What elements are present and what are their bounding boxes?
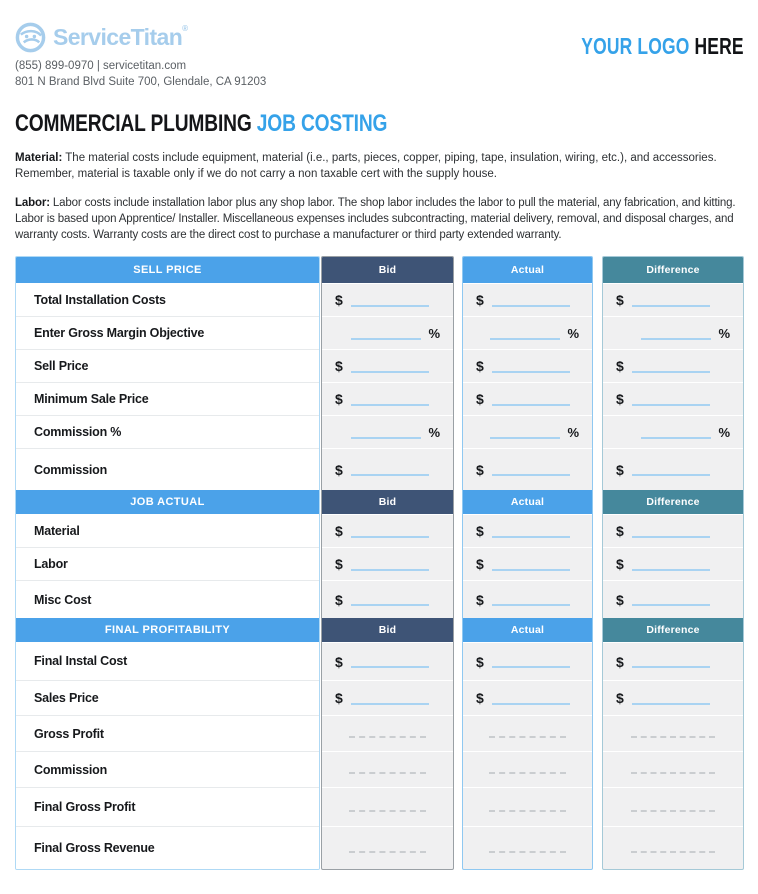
phone-website-line: (855) 899-0970 | servicetitan.com xyxy=(15,60,187,72)
bid-column-header: Bid xyxy=(322,618,453,642)
bid-amount-field[interactable] xyxy=(322,642,453,680)
section-header: FINAL PROFITABILITY xyxy=(16,618,319,642)
fill-in-line xyxy=(351,474,429,476)
difference-amount-field[interactable] xyxy=(603,382,743,415)
bid-amount-field[interactable] xyxy=(322,680,453,715)
percent-sign: % xyxy=(718,424,730,440)
dashed-placeholder xyxy=(349,810,427,812)
percent-sign: % xyxy=(567,325,579,341)
dollar-sign: $ xyxy=(476,461,484,478)
fill-in-line xyxy=(641,437,711,439)
dollar-sign: $ xyxy=(335,690,343,706)
fill-in-line xyxy=(490,437,560,439)
actual-amount-field[interactable] xyxy=(463,514,592,547)
bid-column xyxy=(321,256,454,870)
difference-amount-field[interactable] xyxy=(603,642,743,680)
dollar-sign: $ xyxy=(616,461,624,478)
difference-amount-field[interactable] xyxy=(603,547,743,580)
fill-in-line xyxy=(632,604,710,606)
fill-in-line xyxy=(492,604,570,606)
section-header: SELL PRICE xyxy=(16,257,319,283)
page-title xyxy=(15,110,598,138)
actual-column-header: Actual xyxy=(463,257,592,283)
actual-amount-field[interactable] xyxy=(463,580,592,618)
actual-amount-field[interactable] xyxy=(463,642,592,680)
material-lead: Material: xyxy=(15,152,63,164)
dashed-placeholder xyxy=(349,772,427,774)
difference-column-header: Difference xyxy=(603,257,743,283)
actual-column xyxy=(462,256,593,870)
actual-percent-field[interactable] xyxy=(463,415,592,448)
label-column xyxy=(15,256,320,870)
dollar-sign: $ xyxy=(476,556,484,572)
servicetitan-brand-block xyxy=(15,22,266,90)
bid-column-header: Bid xyxy=(322,257,453,283)
your-logo-text-blue: YOUR LOGO xyxy=(581,33,695,59)
row-label: Labor xyxy=(16,547,319,580)
actual-column-header: Actual xyxy=(463,618,592,642)
fill-in-line xyxy=(351,569,429,571)
difference-computed-field xyxy=(603,787,743,826)
dollar-sign: $ xyxy=(335,292,343,308)
fill-in-line xyxy=(351,536,429,538)
fill-in-line xyxy=(351,437,421,439)
percent-sign: % xyxy=(567,424,579,440)
dollar-sign: $ xyxy=(616,591,624,608)
fill-in-line xyxy=(492,474,570,476)
dashed-placeholder xyxy=(349,736,427,738)
dashed-placeholder xyxy=(349,851,427,853)
dollar-sign: $ xyxy=(476,591,484,608)
fill-in-line xyxy=(632,404,710,406)
actual-amount-field[interactable] xyxy=(463,547,592,580)
fill-in-line xyxy=(632,666,710,668)
material-text: The material costs include equipment, material (i.e., parts, pieces, copper, piping, tape, insulation, wiring, etc.), and accessories. Remember, material is taxable only if we do not carry a non taxable cert with the supply house. xyxy=(15,152,717,180)
bid-amount-field[interactable] xyxy=(322,580,453,618)
difference-amount-field[interactable] xyxy=(603,680,743,715)
bid-percent-field[interactable] xyxy=(322,316,453,349)
dollar-sign: $ xyxy=(335,523,343,539)
dollar-sign: $ xyxy=(476,523,484,539)
registered-mark: ® xyxy=(182,24,188,33)
row-label: Total Installation Costs xyxy=(16,283,319,316)
fill-in-line xyxy=(351,371,429,373)
your-logo-placeholder xyxy=(582,33,744,60)
bid-amount-field[interactable] xyxy=(322,547,453,580)
row-label: Commission % xyxy=(16,415,319,448)
fill-in-line xyxy=(351,604,429,606)
section-header: JOB ACTUAL xyxy=(16,490,319,514)
fill-in-line xyxy=(492,404,570,406)
fill-in-line xyxy=(351,404,429,406)
fill-in-line xyxy=(492,371,570,373)
fill-in-line xyxy=(632,703,710,705)
row-label: Commission xyxy=(16,448,319,490)
bid-amount-field[interactable] xyxy=(322,448,453,490)
costing-table xyxy=(15,256,744,870)
dollar-sign: $ xyxy=(335,653,343,670)
fill-in-line xyxy=(490,338,560,340)
actual-computed-field xyxy=(463,787,592,826)
row-label: Misc Cost xyxy=(16,580,319,618)
fill-in-line xyxy=(632,569,710,571)
bid-amount-field[interactable] xyxy=(322,382,453,415)
actual-amount-field[interactable] xyxy=(463,448,592,490)
difference-percent-field[interactable] xyxy=(603,316,743,349)
difference-percent-field[interactable] xyxy=(603,415,743,448)
row-label: Final Instal Cost xyxy=(16,642,319,680)
bid-percent-field[interactable] xyxy=(322,415,453,448)
difference-column-header: Difference xyxy=(603,618,743,642)
fill-in-line xyxy=(632,536,710,538)
labor-text: Labor costs include installation labor plus any shop labor. The shop labor includes the labor to pull the material, any fabrication, and kitting. Labor is based upon Apprentice/ Installer. Miscellaneous expenses includes subcontracting, material delivery, removal, and disposal charges, and warranty costs. Warranty costs are the direct cost to purchase a manufacturer or third party extended warranty. xyxy=(15,197,736,241)
dashed-placeholder xyxy=(631,736,715,738)
dollar-sign: $ xyxy=(616,653,624,670)
difference-amount-field[interactable] xyxy=(603,448,743,490)
row-label: Final Gross Profit xyxy=(16,787,319,826)
fill-in-line xyxy=(641,338,711,340)
dollar-sign: $ xyxy=(616,292,624,308)
actual-computed-field xyxy=(463,715,592,751)
actual-percent-field[interactable] xyxy=(463,316,592,349)
dollar-sign: $ xyxy=(335,556,343,572)
fill-in-line xyxy=(351,305,429,307)
difference-computed-field xyxy=(603,826,743,869)
actual-computed-field xyxy=(463,826,592,869)
percent-sign: % xyxy=(718,325,730,341)
actual-amount-field[interactable] xyxy=(463,680,592,715)
bid-computed-field xyxy=(322,787,453,826)
dollar-sign: $ xyxy=(476,292,484,308)
dashed-placeholder xyxy=(489,736,565,738)
actual-amount-field[interactable] xyxy=(463,283,592,316)
bid-amount-field[interactable] xyxy=(322,283,453,316)
dollar-sign: $ xyxy=(476,358,484,374)
dashed-placeholder xyxy=(489,810,565,812)
difference-computed-field xyxy=(603,751,743,787)
page-header xyxy=(15,22,744,90)
difference-amount-field[interactable] xyxy=(603,349,743,382)
difference-column-header: Difference xyxy=(603,490,743,514)
difference-column xyxy=(602,256,744,870)
dollar-sign: $ xyxy=(476,653,484,670)
actual-computed-field xyxy=(463,751,592,787)
dollar-sign: $ xyxy=(335,591,343,608)
fill-in-line xyxy=(492,536,570,538)
bid-computed-field xyxy=(322,715,453,751)
dollar-sign: $ xyxy=(335,461,343,478)
difference-amount-field[interactable] xyxy=(603,580,743,618)
row-label: Commission xyxy=(16,751,319,787)
fill-in-line xyxy=(351,338,421,340)
fill-in-line xyxy=(351,666,429,668)
dollar-sign: $ xyxy=(616,556,624,572)
bid-computed-field xyxy=(322,751,453,787)
percent-sign: % xyxy=(428,325,440,341)
dashed-placeholder xyxy=(631,772,715,774)
row-label: Final Gross Revenue xyxy=(16,826,319,869)
material-description xyxy=(15,150,744,182)
fill-in-line xyxy=(492,569,570,571)
fill-in-line xyxy=(492,666,570,668)
bid-computed-field xyxy=(322,826,453,869)
dollar-sign: $ xyxy=(335,358,343,374)
difference-amount-field[interactable] xyxy=(603,283,743,316)
dollar-sign: $ xyxy=(616,523,624,539)
servicetitan-logo xyxy=(15,22,266,53)
page-title-blue: JOB COSTING xyxy=(256,110,388,137)
dollar-sign: $ xyxy=(476,690,484,706)
actual-column-header: Actual xyxy=(463,490,592,514)
row-label: Material xyxy=(16,514,319,547)
dollar-sign: $ xyxy=(616,690,624,706)
actual-amount-field[interactable] xyxy=(463,349,592,382)
difference-amount-field[interactable] xyxy=(603,514,743,547)
page-title-black: COMMERCIAL PLUMBING xyxy=(15,110,257,137)
your-logo-text-black: HERE xyxy=(694,33,744,59)
difference-computed-field xyxy=(603,715,743,751)
row-label: Sales Price xyxy=(16,680,319,715)
actual-amount-field[interactable] xyxy=(463,382,592,415)
brand-contact-info xyxy=(15,58,266,90)
dashed-placeholder xyxy=(489,772,565,774)
dashed-placeholder xyxy=(631,810,715,812)
row-label: Enter Gross Margin Objective xyxy=(16,316,319,349)
fill-in-line xyxy=(351,703,429,705)
dollar-sign: $ xyxy=(616,391,624,407)
servicetitan-titan-head-icon xyxy=(15,22,46,53)
servicetitan-wordmark: ServiceTitan® xyxy=(53,24,188,50)
fill-in-line xyxy=(492,305,570,307)
dollar-sign: $ xyxy=(335,391,343,407)
row-label: Sell Price xyxy=(16,349,319,382)
dollar-sign: $ xyxy=(616,358,624,374)
bid-amount-field[interactable] xyxy=(322,514,453,547)
bid-column-header: Bid xyxy=(322,490,453,514)
row-label: Minimum Sale Price xyxy=(16,382,319,415)
bid-amount-field[interactable] xyxy=(322,349,453,382)
dashed-placeholder xyxy=(631,851,715,853)
fill-in-line xyxy=(632,371,710,373)
address-line: 801 N Brand Blvd Suite 700, Glendale, CA 91203 xyxy=(15,76,267,88)
dashed-placeholder xyxy=(489,851,565,853)
fill-in-line xyxy=(632,305,710,307)
row-label: Gross Profit xyxy=(16,715,319,751)
fill-in-line xyxy=(492,703,570,705)
labor-description xyxy=(15,195,744,243)
dollar-sign: $ xyxy=(476,391,484,407)
labor-lead: Labor: xyxy=(15,197,50,209)
fill-in-line xyxy=(632,474,710,476)
percent-sign: % xyxy=(428,424,440,440)
